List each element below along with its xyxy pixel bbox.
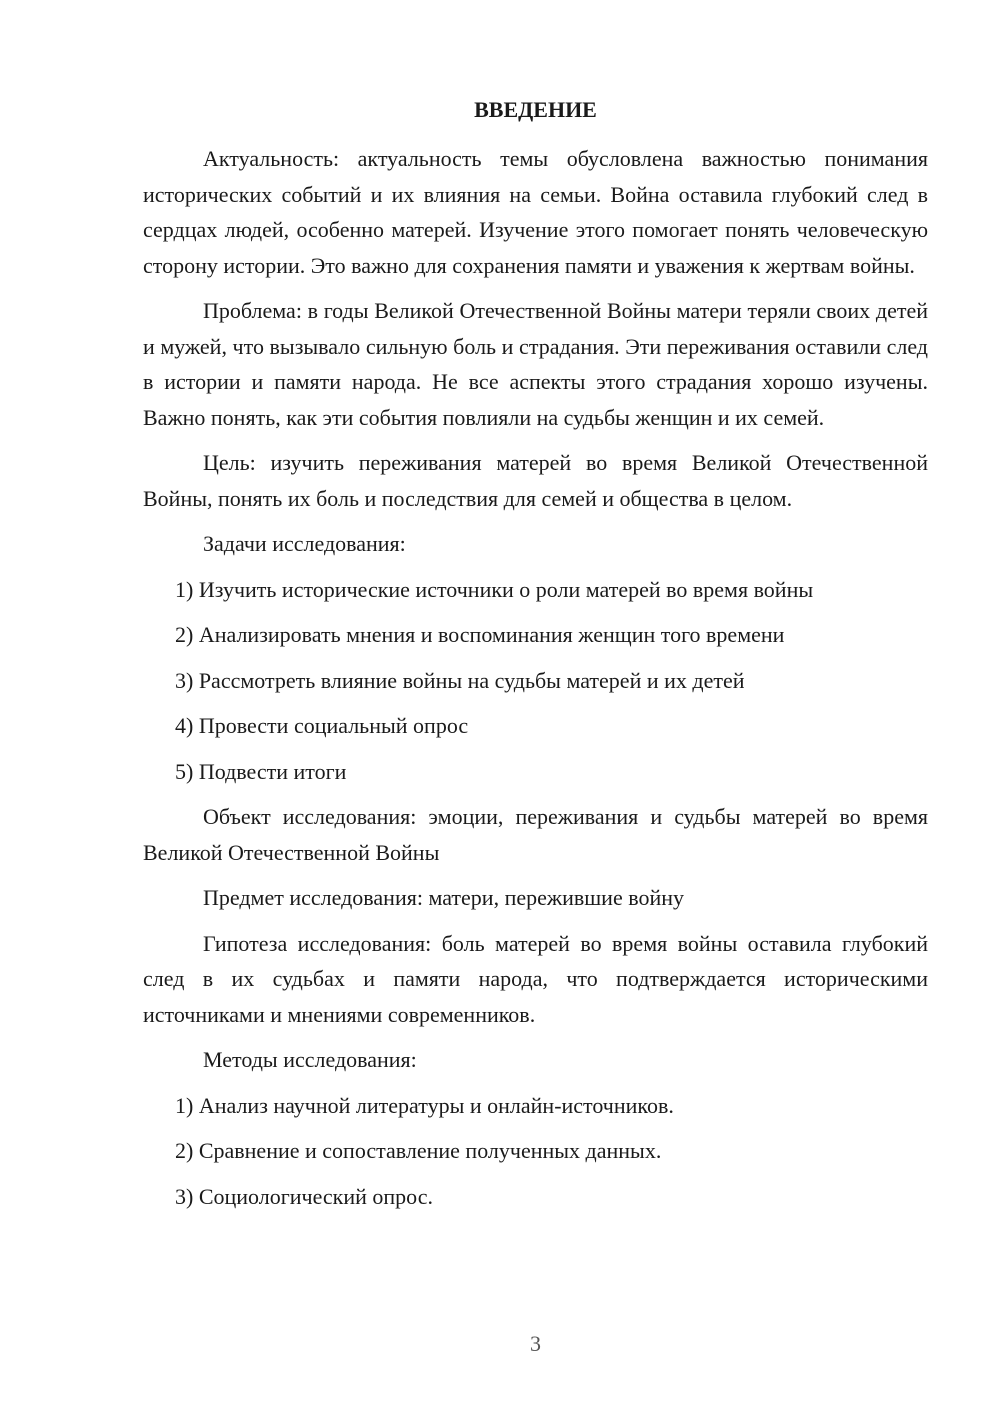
- method-item: 2) Сравнение и сопоставление полученных данных.: [175, 1138, 662, 1163]
- hypothesis-paragraph: Гипотеза исследования: боль матерей во время войны оставила глубокий след в их судьбах и памяти народа, что подтверждается историческими источниками и мнениями современников.: [143, 930, 928, 1027]
- task-item: 3) Рассмотреть влияние войны на судьбы матерей и их детей: [175, 667, 745, 693]
- relevance-paragraph: Актуальность: актуальность темы обусловлена важностью понимания исторических событий и их влияния на семьи. Война оставила глубокий след в сердцах людей, особенно матерей. Изучение этого помогает понять человеческую сторону истории. Это важно для сохранения памяти и уважения к жертвам войны.: [143, 146, 928, 278]
- method-item: 3) Социологический опрос.: [175, 1183, 433, 1209]
- page-number: 3: [530, 1331, 541, 1356]
- subject-paragraph: Предмет исследования: матери, пережившие войну: [203, 885, 684, 910]
- task-item: 4) Провести социальный опрос: [175, 713, 469, 738]
- tasks-title: Задачи исследования:: [203, 531, 406, 556]
- task-item: 1) Изучить исторические источники о роли матерей во время войны: [175, 576, 814, 602]
- problem-paragraph: Проблема: в годы Великой Отечественной Войны матери теряли своих детей и мужей, что вызывало сильную боль и страдания. Эти переживания оставили след в истории и памяти народа. Не все аспекты этого страдания хорошо изучены. Важно понять, как эти события повлияли на судьбы женщин и их семей.: [143, 298, 928, 430]
- methods-title: Методы исследования:: [203, 1047, 417, 1072]
- goal-paragraph: Цель: изучить переживания матерей во время Великой Отечественной Войны, понять их боль и последствия для семей и общества в целом.: [143, 450, 928, 511]
- task-item: 5) Подвести итоги: [175, 758, 347, 784]
- object-paragraph: Объект исследования: эмоции, переживания и судьбы матерей во время Великой Отечественной Войны: [143, 804, 928, 865]
- section-heading: ВВЕДЕНИЕ: [474, 97, 597, 122]
- method-item: 1) Анализ научной литературы и онлайн-источников.: [175, 1092, 674, 1118]
- document-page: [143, 92, 928, 1224]
- task-item: 2) Анализировать мнения и воспоминания женщин того времени: [175, 622, 785, 647]
